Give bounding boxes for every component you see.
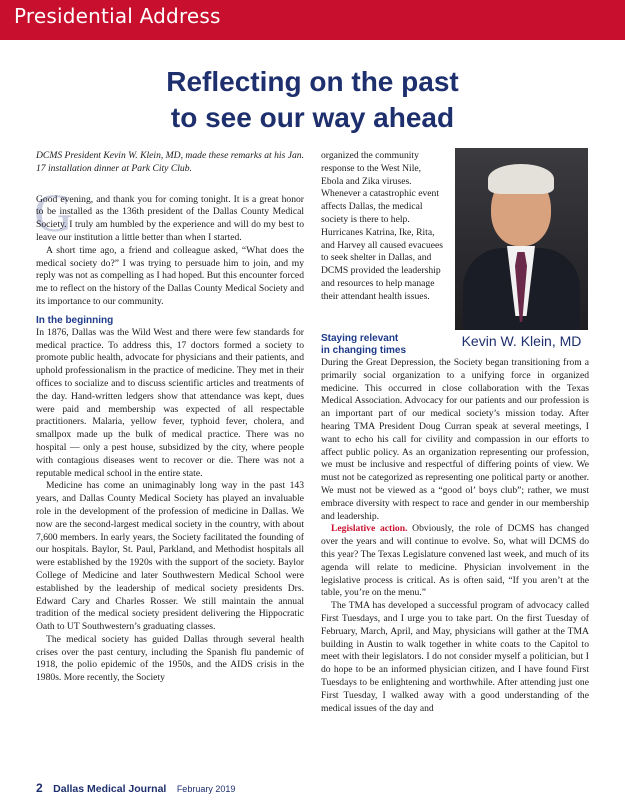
page-footer: [36, 779, 235, 797]
issue-date: February 2019: [176, 784, 236, 794]
paragraph: A short time ago, a friend and colleague asked, “What does the medical society do?” I was trying to persuade him to join, and my reply was not as compelling as I had hoped. But this encounter forced me to reflect on the history of the Dallas County Medical Society and its importance to our community.: [36, 244, 304, 307]
right-column: [321, 333, 589, 715]
section-label: Presidential Address: [14, 4, 221, 28]
paragraph: Good evening, and thank you for coming tonight. It is a great honor to be installed as the 136th president of the Dallas County Medical Society. I truly am humbled by the experience and will do my best to leave our institution a little better than when I started.: [36, 193, 304, 243]
paragraph: During the Great Depression, the Society began transitioning from a primarily social organization to a unifying force in organized medicine. This occurred in close collaboration with the Texas Medical Association. Advocacy for our patients and our profession is an important part of our medical society’s mission today. After hearing TMA President Doug Curran speak at several meetings, I want to echo his call for civility and compassion in our efforts to affect public policy. As an organization representing our profession, we must be inclusive and respectful of differing points of view. We must not be categorized as representing one political party or another. We must not be viewed as a “good ol’ boys club”; rather, we must embrace diversity with respect to race and gender in our membership and leadership.: [321, 357, 589, 522]
section-heading: Staying relevant in changing times: [321, 333, 407, 356]
wrap-column: [321, 150, 445, 304]
publication-name: Dallas Medical Journal: [53, 783, 167, 795]
page-number: 2: [36, 781, 43, 795]
title-line-1: Reflecting on the past: [166, 66, 459, 97]
opening-block: [34, 182, 304, 245]
paragraph: In 1876, Dallas was the Wild West and there were few standards for medical practice. To address this, 17 doctors formed a society to promote public health, advocate for physicians and their patients, and uphold professionalism in the practice of medicine. They met in their offices to socialize and to discuss scientific articles and treatments of the day. Hand-written ledgers show that attendance was kept, dues were paid and membership was expected of all respectable practitioners. Malaria, yellow fever, typhoid fever, cholera, and smallpox made up the bulk of medical practice. There was no hospital — only a pest house, subsidized by the city, where people with contagious diseases went to recover or die. There was not a reputable medical school in the entire state.: [36, 326, 304, 479]
article-title: [0, 64, 625, 136]
drop-cap: G: [34, 182, 73, 243]
paragraph: Legislative action. Obviously, the role of DCMS has changed over the years and will continue to evolve. So, what will DCMS do this year? The Texas Legislature convened last week, and much of its agenda will relate to medicine. Physician involvement in the legislative process is critical. As is often said, “If you aren’t at the table, you’re on the menu.”: [321, 523, 589, 599]
paragraph: The medical society has guided Dallas through several health crises over the past century, including the Spanish flu pandemic of 1918, the polio epidemic of the 1950s, and the AIDS crisis in the 1980s. More recently, the Society: [36, 633, 304, 684]
author-photo: [455, 148, 588, 330]
paragraph: The TMA has developed a successful program of advocacy called First Tuesdays, and I urge you to take part. On the first Tuesday of February, March, April, and May, physicians will gather at the TMA building in Austin to walk together in white coats to the Capitol to meet with their legislators. I do not consider myself a politician, but I do hope to be an informed physician citizen, and I have found First Tuesdays to be enlightening and worthwhile. After attending just one First Tuesday, I walked away with a good understanding of the medical issues of the day and: [321, 600, 589, 714]
intro-note: DCMS President Kevin W. Klein, MD, made these remarks at his Jan. 17 installation dinner at Park City Club.: [36, 150, 304, 174]
paragraph: organized the community response to the West Nile, Ebola and Zika viruses. Whenever a catastrophic event affects Dallas, the medical society is there to help. Hurricanes Katrina, Ike, Rita, and Harvey all caused evacuees to seek shelter in Dallas, and DCMS provided the leadership and resources to help manage their attendant health issues.: [321, 150, 443, 302]
photo-caption: Kevin W. Klein, MD: [461, 333, 582, 349]
title-line-2: to see our way ahead: [170, 102, 455, 133]
paragraph: Medicine has come an unimaginably long way in the past 143 years, and Dallas County Medical Society has played an invaluable role in the development of the profession of medicine in Dallas. We now are the second-largest medical society in the country, with about 7,600 members. In early years, the Society facilitated the founding of our hospitals. Baylor, St. Paul, Parkland, and Methodist hospitals all were established by the 1920s with the support of the society. Baylor College of Medicine and later Southwestern Medical School were established by the leadership of medical society presidents Drs. Edward Cary and Charles Rosser. We still maintain the annual tradition of the medical society president delivering the Hippocratic Oath to UT Southwestern’s graduating classes.: [36, 480, 304, 633]
left-column: [36, 150, 304, 685]
section-banner: [0, 0, 625, 40]
section-heading: In the beginning: [36, 314, 114, 326]
inline-heading: Legislative action.: [331, 523, 408, 535]
